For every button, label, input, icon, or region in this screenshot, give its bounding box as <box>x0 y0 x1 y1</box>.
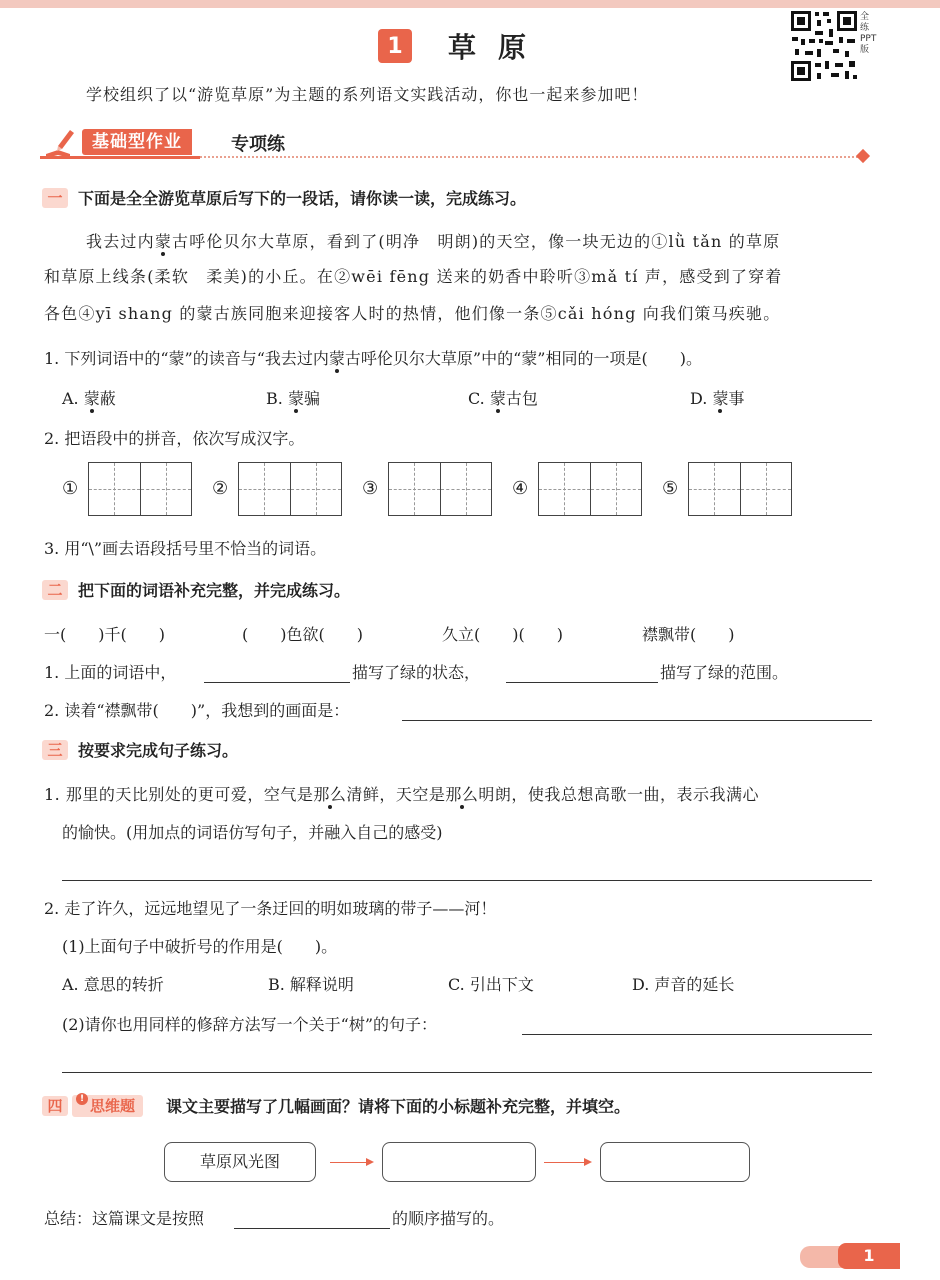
summary-post: 的顺序描写的。 <box>392 1209 505 1228</box>
lesson-header <box>378 26 548 66</box>
arrow-right-icon <box>544 1162 590 1163</box>
banner-label: 基础型作业 <box>82 129 192 155</box>
qr-side-label: 全练PPT版 <box>860 12 877 55</box>
writing-grid[interactable] <box>88 462 192 516</box>
answer-blank[interactable] <box>506 664 658 683</box>
grid-label: ⑤ <box>662 478 679 499</box>
grid-label: ② <box>212 478 229 499</box>
grid-label: ① <box>62 478 79 499</box>
writing-grid[interactable] <box>538 462 642 516</box>
pencil-book-icon <box>42 124 78 160</box>
passage-line-1: 我去过内蒙古呼伦贝尔大草原，看到了(明净 明朗)的天空，像一块无边的①lǜ tǎn 的草原 <box>86 232 781 251</box>
s3-option-b[interactable]: B. 解释说明 <box>268 975 354 994</box>
emphasis-dot-char: 那么 <box>313 785 347 804</box>
exclamation-icon: ! <box>76 1093 88 1105</box>
section-title: 课文主要描写了几幅画面？请将下面的小标题补充完整，并填空。 <box>166 1097 631 1116</box>
word-fill-2[interactable]: ( )色欲( ) <box>242 625 363 644</box>
s3-question-2: 2. 走了许久，远远地望见了一条迂回的明如玻璃的带子——河！ <box>44 899 497 918</box>
section-title: 把下面的词语补充完整，并完成练习。 <box>78 581 351 600</box>
writing-grid[interactable] <box>388 462 492 516</box>
banner-diamond <box>856 149 870 163</box>
lesson-number-badge: 1 <box>378 29 412 63</box>
banner-underline <box>40 156 200 159</box>
flow-box-1: 草原风光图 <box>164 1142 316 1182</box>
answer-blank[interactable] <box>204 664 350 683</box>
flow-box-2[interactable] <box>382 1142 536 1182</box>
lesson-title: 草原 <box>448 31 549 64</box>
s3-question-2-sub1: (1)上面句子中破折号的作用是( )。 <box>62 937 338 956</box>
page-number: 1 <box>838 1243 900 1269</box>
summary-pre: 总结：这篇课文是按照 <box>44 1209 205 1228</box>
top-decor-strip <box>0 0 940 8</box>
question-1: 1. 下列词语中的“蒙”的读音与“我去过内蒙古呼伦贝尔大草原”中的“蒙”相同的一项是( )。 <box>44 349 702 368</box>
emphasis-dot-char: 蒙 <box>712 389 729 408</box>
intro-text: 学校组织了以“游览草原”为主题的系列语文实践活动，你也一起来参加吧！ <box>86 85 649 104</box>
thinking-tag: 思维题 <box>72 1095 143 1117</box>
writing-grid[interactable] <box>688 462 792 516</box>
s3-question-1: 1. 那里的天比别处的更可爱，空气是那么清鲜，天空是那么明朗，使我总想高歌一曲，表示我满心 <box>44 785 759 804</box>
s2-question-1-mid: 描写了绿的状态， <box>352 663 481 682</box>
word-fill-4[interactable]: 襟飘带( ) <box>642 625 735 644</box>
section-badge: 一 <box>42 188 68 208</box>
option-c[interactable]: C. 蒙古包 <box>468 389 538 408</box>
section-badge: 四 <box>42 1096 68 1116</box>
qr-code-icon[interactable] <box>789 9 859 83</box>
grid-label: ③ <box>362 478 379 499</box>
answer-line[interactable] <box>62 1072 872 1073</box>
emphasis-dot-char: 蒙 <box>154 232 173 251</box>
answer-blank[interactable] <box>522 1016 872 1035</box>
s3-question-1-line2: 的愉快。(用加点的词语仿写句子，并融入自己的感受) <box>62 823 443 842</box>
section-title: 按要求完成句子练习。 <box>78 741 239 760</box>
question-3: 3. 用“\”画去语段括号里不恰当的词语。 <box>44 539 327 558</box>
section-title: 下面是全全游览草原后写下的一段话，请你读一读，完成练习。 <box>78 189 527 208</box>
s2-question-1-post: 描写了绿的范围。 <box>660 663 789 682</box>
answer-blank[interactable] <box>234 1210 390 1229</box>
answer-blank[interactable] <box>402 702 872 721</box>
emphasis-dot-char: 蒙 <box>489 389 506 408</box>
grid-label: ④ <box>512 478 529 499</box>
s3-option-d[interactable]: D. 声音的延长 <box>632 975 735 994</box>
writing-grid[interactable] <box>238 462 342 516</box>
emphasis-dot-char: 蒙 <box>287 389 304 408</box>
answer-line[interactable] <box>62 880 872 881</box>
emphasis-dot-char: 那么 <box>445 785 479 804</box>
section-badge: 二 <box>42 580 68 600</box>
s3-question-2-sub2: (2)请你也用同样的修辞方法写一个关于“树”的句子： <box>62 1015 438 1034</box>
banner-dotted-line <box>200 156 862 158</box>
passage-line-2: 和草原上线条(柔软 柔美)的小丘。在②wēi fēng 送来的奶香中聆听③mǎ tí 声，感受到了穿着 <box>44 267 783 286</box>
s2-question-2: 2. 读着“襟飘带( )”，我想到的画面是： <box>44 701 350 720</box>
word-fill-3[interactable]: 久立( )( ) <box>442 625 563 644</box>
s3-option-c[interactable]: C. 引出下文 <box>448 975 534 994</box>
question-2: 2. 把语段中的拼音，依次写成汉字。 <box>44 429 305 448</box>
s3-option-a[interactable]: A. 意思的转折 <box>62 975 164 994</box>
flow-box-3[interactable] <box>600 1142 750 1182</box>
option-d[interactable]: D. 蒙事 <box>690 389 745 408</box>
word-fill-1[interactable]: 一( )千( ) <box>44 625 165 644</box>
section-badge: 三 <box>42 740 68 760</box>
passage-line-3: 各色④yī shang 的蒙古族同胞来迎接客人时的热情，他们像一条⑤cǎi hóng 向我们策马疾驰。 <box>44 304 781 323</box>
emphasis-dot-char: 蒙 <box>328 349 345 368</box>
banner-subtitle: 专项练 <box>231 134 285 155</box>
emphasis-dot-char: 蒙 <box>83 389 100 408</box>
arrow-right-icon <box>330 1162 372 1163</box>
s2-question-1-pre: 1. 上面的词语中， <box>44 663 177 682</box>
option-a[interactable]: A. 蒙蔽 <box>62 389 116 408</box>
option-b[interactable]: B. 蒙骗 <box>266 389 320 408</box>
